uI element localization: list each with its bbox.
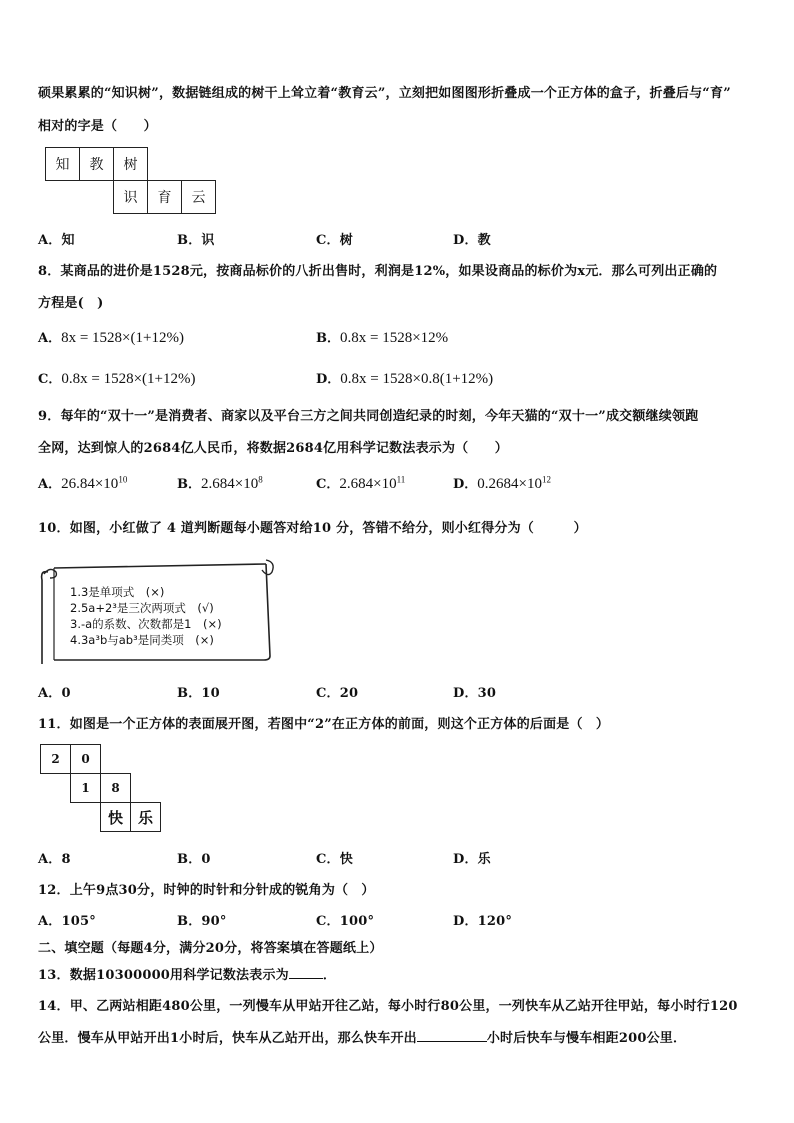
q7-option-b[interactable]: B．识 (177, 233, 215, 248)
q10-option-b[interactable]: B．10 (177, 686, 220, 701)
option-expression: 8x = 1528×(1+12%) (61, 330, 184, 346)
q8-option-a[interactable] (38, 327, 184, 347)
net-cell: 云 (181, 180, 216, 214)
option-base: 26.84×10 (61, 476, 119, 492)
q13-prefix: 13．数据10300000用科学记数法表示为 (38, 968, 289, 983)
q10-scroll-figure (40, 556, 276, 666)
q10-option-c[interactable]: C．20 (316, 686, 359, 701)
option-label: C． (316, 477, 340, 492)
q12-option-b[interactable]: B．90° (177, 914, 227, 929)
scroll-item: 2.5a+2³是三次两项式 (√) (70, 601, 214, 615)
net-cell: 0 (70, 744, 101, 774)
q14-answer-blank[interactable] (417, 1041, 487, 1042)
option-exponent: 12 (542, 474, 551, 485)
net-cell: 8 (100, 773, 131, 803)
option-label: B． (316, 331, 340, 346)
net-cell: 2 (40, 744, 71, 774)
option-base: 2.684×10 (201, 476, 259, 492)
q13-suffix: ． (322, 968, 337, 983)
scroll-item: 4.3a³b与ab³是同类项 (×) (70, 633, 214, 647)
net-cell: 育 (147, 180, 182, 214)
q7-line2: 相对的字是（ ） (38, 119, 157, 134)
q8-option-d[interactable] (316, 368, 493, 388)
q14-line1: 14．甲、乙两站相距480公里，一列慢车从甲站开往乙站，每小时行80公里，一列快车从乙站开往甲站，每小时行120 (38, 999, 738, 1014)
net-cell: 识 (113, 180, 148, 214)
option-base: 0.2684×10 (477, 476, 542, 492)
option-exponent: 10 (118, 474, 128, 485)
q11-option-b[interactable]: B．0 (177, 852, 211, 867)
q7-option-d[interactable]: D．教 (453, 233, 491, 248)
q12-option-a[interactable]: A．105° (38, 914, 96, 929)
q10-option-d[interactable]: D．30 (453, 686, 497, 701)
net-cell: 快 (100, 802, 131, 832)
option-label: D． (453, 477, 478, 492)
option-label: C． (38, 372, 62, 387)
q11-line1: 11．如图是一个正方体的表面展开图，若图中“2”在正方体的前面，则这个正方体的后面是（ ） (38, 717, 610, 732)
q12-option-d[interactable]: D．120° (453, 914, 513, 929)
option-expression: 0.8x = 1528×0.8(1+12%) (340, 371, 494, 387)
option-label: D． (316, 372, 341, 387)
q12-line1: 12．上午9点30分，时钟的时针和分针成的锐角为（ ） (38, 883, 375, 898)
q9-option-c[interactable] (316, 473, 405, 493)
q11-option-a[interactable]: A．8 (38, 852, 71, 867)
q9-line1: 9．每年的“双十一”是消费者、商家以及平台三方之间共同创造纪录的时刻，今年天猫的“双十一”成交额继续领跑 (38, 409, 699, 424)
q13-line (38, 964, 336, 983)
net-cell: 1 (70, 773, 101, 803)
q8-option-b[interactable] (316, 327, 448, 347)
option-label: A． (38, 477, 62, 492)
option-base: 2.684×10 (339, 476, 397, 492)
net-cell: 知 (45, 147, 80, 181)
section-heading: 二、填空题（每题4分，满分20分，将答案填在答题纸上） (38, 941, 383, 956)
option-exponent: 8 (258, 474, 263, 485)
q7-option-a[interactable]: A．知 (38, 233, 75, 248)
q8-line2: 方程是( ) (38, 296, 104, 311)
q9-option-a[interactable] (38, 473, 127, 493)
option-label: B． (177, 477, 201, 492)
q10-line1: 10．如图，小红做了 4 道判断题每小题答对给10 分，答错不给分，则小红得分为（ ） (38, 521, 587, 536)
q12-option-c[interactable]: C．100° (316, 914, 375, 929)
option-expression: 0.8x = 1528×(1+12%) (61, 371, 196, 387)
net-cell: 乐 (130, 802, 161, 832)
q9-option-b[interactable] (177, 473, 263, 493)
q10-option-a[interactable]: A．0 (38, 686, 71, 701)
option-label: A． (38, 331, 62, 346)
q9-option-d[interactable] (453, 473, 551, 493)
option-exponent: 11 (396, 474, 406, 485)
scroll-item: 3.-a的系数、次数都是1 (×) (70, 617, 222, 631)
q7-line1: 硕果累累的“知识树”，数据链组成的树干上耸立着“教育云”，立刻把如图图形折叠成一个正方体的盒子，折叠后与“育” (38, 86, 731, 101)
q14-prefix: 公里．慢车从甲站开出1小时后，快车从乙站开出，那么快车开出 (38, 1031, 417, 1046)
q9-line2: 全网，达到惊人的2684亿人民币，将数据2684亿用科学记数法表示为（ ） (38, 441, 508, 456)
q8-option-c[interactable] (38, 368, 195, 388)
q8-line1: 8．某商品的进价是1528元，按商品标价的八折出售时，利润是12%，如果设商品的标价为x元．那么可列出正确的 (38, 264, 718, 279)
option-expression: 0.8x = 1528×12% (340, 330, 449, 346)
q14-line2 (38, 1027, 686, 1046)
q11-option-d[interactable]: D．乐 (453, 852, 491, 867)
q13-answer-blank[interactable] (289, 978, 323, 979)
q11-option-c[interactable]: C．快 (316, 852, 353, 867)
net-cell: 树 (113, 147, 148, 181)
scroll-item: 1.3是单项式 (×) (70, 585, 165, 599)
q14-suffix: 小时后快车与慢车相距200公里． (486, 1031, 687, 1046)
q7-option-c[interactable]: C．树 (316, 233, 353, 248)
net-cell: 教 (79, 147, 114, 181)
